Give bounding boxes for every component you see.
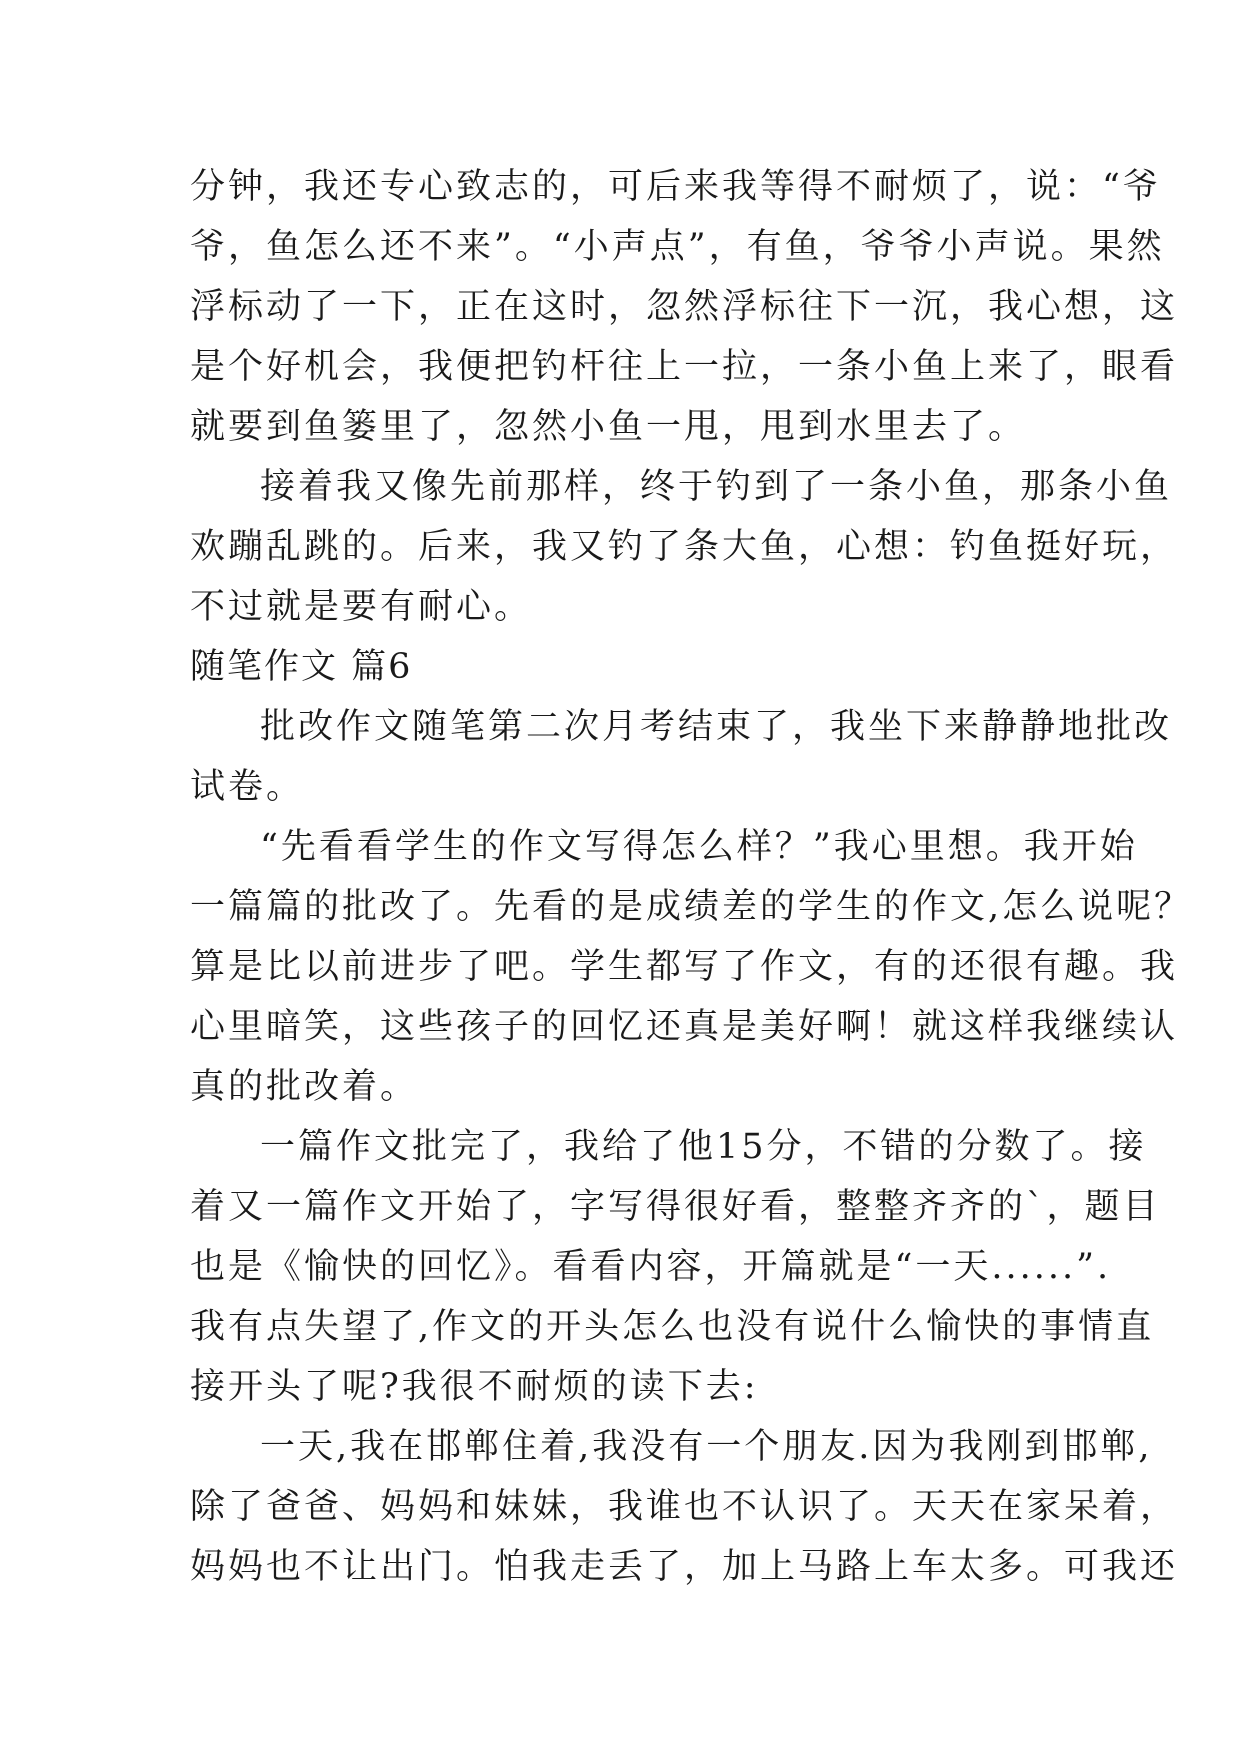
text-line: 算是比以前进步了吧。学生都写了作文，有的还很有趣。我 xyxy=(190,947,1179,987)
text-line: 接着我又像先前那样，终于钓到了一条小鱼，那条小鱼 xyxy=(260,467,1173,507)
text-line: 试卷。 xyxy=(190,767,305,807)
text-line: 除了爸爸、妈妈和妹妹，我谁也不认识了。天天在家呆着， xyxy=(190,1487,1179,1527)
text-line: 一篇作文批完了，我给了他15分，不错的分数了。接 xyxy=(260,1127,1147,1167)
text-line: 欢蹦乱跳的。后来，我又钓了条大鱼，心想：钓鱼挺好玩， xyxy=(190,527,1179,567)
text-line: 浮标动了一下，正在这时，忽然浮标往下一沉，我心想，这 xyxy=(190,287,1179,327)
text-line: 是个好机会，我便把钓杆往上一拉，一条小鱼上来了，眼看 xyxy=(190,347,1179,387)
text-line: 爷，鱼怎么还不来”。“小声点”，有鱼，爷爷小声说。果然 xyxy=(190,227,1165,267)
section-heading: 随笔作文 篇6 xyxy=(190,647,413,687)
text-line: 不过就是要有耐心。 xyxy=(190,587,533,627)
text-line: 着又一篇作文开始了，字写得很好看，整整齐齐的`，题目 xyxy=(190,1187,1161,1227)
text-line: 我有点失望了,作文的开头怎么也没有说什么愉快的事情直 xyxy=(190,1307,1155,1347)
text-line: 妈妈也不让出门。怕我走丢了，加上马路上车太多。可我还 xyxy=(190,1547,1179,1587)
text-line: 真的批改着。 xyxy=(190,1067,419,1107)
text-line: 批改作文随笔第二次月考结束了，我坐下来静静地批改 xyxy=(260,707,1173,747)
document-body xyxy=(190,157,1193,1597)
text-line: 心里暗笑，这些孩子的回忆还真是美好啊！就这样我继续认 xyxy=(190,1007,1179,1047)
text-line: 也是《愉快的回忆》。看看内容，开篇就是“一天......”. xyxy=(190,1247,1112,1287)
text-line: “先看看学生的作文写得怎么样？”我心里想。我开始 xyxy=(260,827,1138,867)
text-line: 一天,我在邯郸住着,我没有一个朋友.因为我刚到邯郸, xyxy=(260,1427,1153,1467)
text-line: 接开头了呢?我很不耐烦的读下去: xyxy=(190,1367,759,1407)
text-line: 分钟，我还专心致志的，可后来我等得不耐烦了，说：“爷 xyxy=(190,167,1161,207)
text-line: 就要到鱼篓里了，忽然小鱼一甩，甩到水里去了。 xyxy=(190,407,1027,447)
text-line: 一篇篇的批改了。先看的是成绩差的学生的作文,怎么说呢？ xyxy=(190,887,1193,927)
